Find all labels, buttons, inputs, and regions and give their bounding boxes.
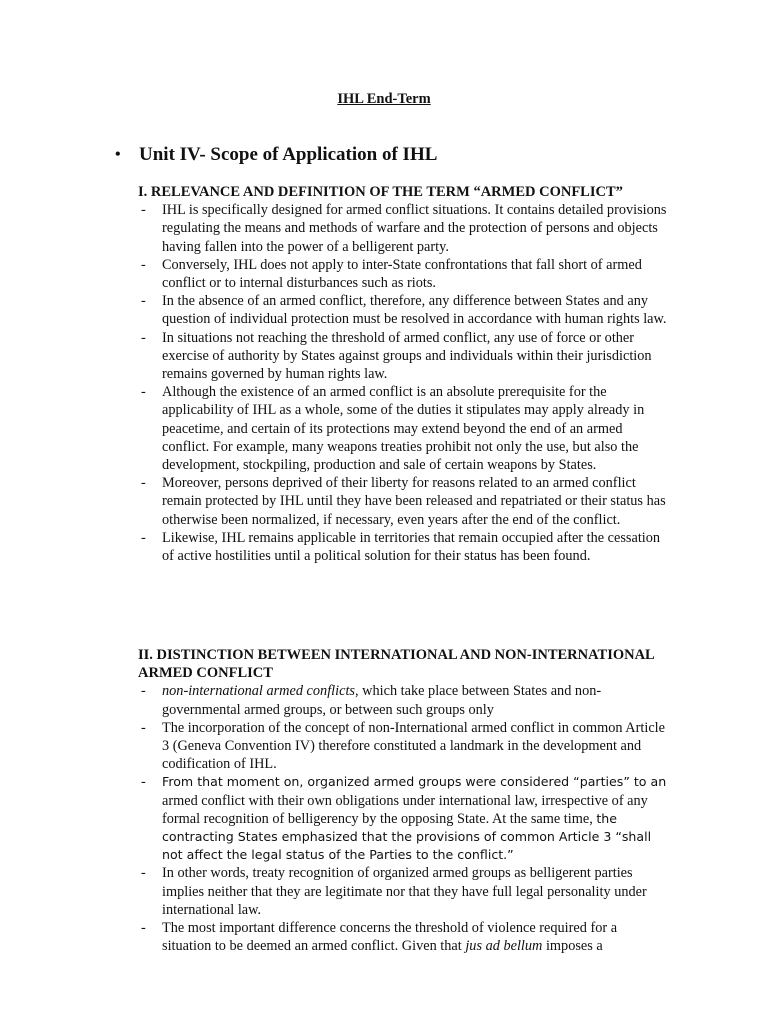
list-item <box>138 329 668 384</box>
bullet-list <box>138 201 668 565</box>
list-item <box>138 682 668 718</box>
list-item <box>138 474 668 529</box>
list-item-text: Likewise, IHL remains applicable in territories that remain occupied after the cessation of active hostilities until a political solution for their status has been found. <box>162 529 661 565</box>
list-item-text: In other words, treaty recognition of organized armed groups as belligerent parties implies neither that they are legitimate nor that they have full legal personality under international law. <box>162 865 647 918</box>
list-item-text: imposes a <box>542 938 603 955</box>
section-heading: II. DISTINCTION BETWEEN INTERNATIONAL AND NON-INTERNATIONAL ARMED CONFLICT <box>138 647 654 682</box>
dash-icon: - <box>141 865 146 882</box>
document-title: IHL End-Term <box>337 91 431 107</box>
list-item-text: armed conflict with their own obligations under international law, irrespective of any formal recognition of belligerency by the opposing State. At the same time, <box>162 792 648 827</box>
section-relevance-definition <box>138 183 668 565</box>
list-item <box>138 919 668 955</box>
list-item-text: Conversely, IHL does not apply to inter-State confrontations that fall short of armed conflict or to internal disturbances such as riots. <box>162 256 642 292</box>
dash-icon: - <box>141 683 146 700</box>
list-item <box>138 256 668 292</box>
list-item-text: The most important difference concerns the threshold of violence required for a situation to be deemed an armed conflict. Given that <box>162 920 618 955</box>
list-item <box>138 383 668 474</box>
section-heading: I. RELEVANCE AND DEFINITION OF THE TERM “ARMED CONFLICT” <box>138 184 623 200</box>
dash-icon: - <box>141 329 146 346</box>
list-item-text: The incorporation of the concept of non-International armed conflict in common Article 3 (Geneva Convention IV) therefore constituted a landmark in the development and codification of IHL. <box>162 719 665 773</box>
list-item-text: IHL is specifically designed for armed conflict situations. It contains detailed provisions regulating the means and methods of warfare and the protection of persons and objects having fallen into the power of a belligerent party. <box>162 202 667 255</box>
dash-icon: - <box>141 256 146 273</box>
list-item <box>138 529 668 565</box>
section-distinction <box>138 646 668 955</box>
list-item-text: From that moment on, organized armed groups were considered “parties” to an <box>162 774 667 790</box>
dash-icon: - <box>141 384 146 401</box>
list-item <box>138 719 668 774</box>
bullet-icon: • <box>115 146 121 163</box>
list-item-text: Although the existence of an armed conflict is an absolute prerequisite for the applicability of IHL as a whole, some of the duties it stipulates may apply already in peacetime, and certain of its protections may extend beyond the end of an armed conflict. For example, many weapons treaties prohibit not only the use, but also the development, stockpiling, production and sale of certain weapons by States. <box>162 384 645 474</box>
dash-icon: - <box>141 475 146 492</box>
list-item <box>138 864 668 919</box>
dash-icon: - <box>141 920 146 937</box>
list-item <box>138 201 668 256</box>
list-item-text: In situations not reaching the threshold of armed conflict, any use of force or other exercise of authority by States against groups and individuals within their jurisdiction remains governed by human rights law. <box>162 329 652 383</box>
unit-heading-text: Unit IV- Scope of Application of IHL <box>139 144 438 165</box>
bullet-list <box>138 682 668 955</box>
list-item-text: the contracting States emphasized that the provisions of common Article 3 “shall not affect the legal status of the Parties to the conflict.” <box>162 810 652 863</box>
italic-term: non-international armed conflicts <box>162 683 355 700</box>
list-item <box>138 292 668 328</box>
list-item-text: , which take place between States and non-governmental armed groups, or between such groups only <box>162 683 602 718</box>
dash-icon: - <box>141 774 146 791</box>
dash-icon: - <box>141 719 146 736</box>
list-item-text: Moreover, persons deprived of their liberty for reasons related to an armed conflict remain protected by IHL until they have been released and repatriated or their status has otherwise been normalized, if necessary, even years after the end of the conflict. <box>162 475 666 528</box>
list-item-text: In the absence of an armed conflict, therefore, any difference between States and any question of individual protection must be resolved in accordance with human rights law. <box>162 293 667 328</box>
dash-icon: - <box>141 293 146 310</box>
list-item <box>138 773 668 864</box>
italic-term: jus ad bellum <box>465 938 543 955</box>
dash-icon: - <box>141 202 146 219</box>
dash-icon: - <box>141 529 146 546</box>
